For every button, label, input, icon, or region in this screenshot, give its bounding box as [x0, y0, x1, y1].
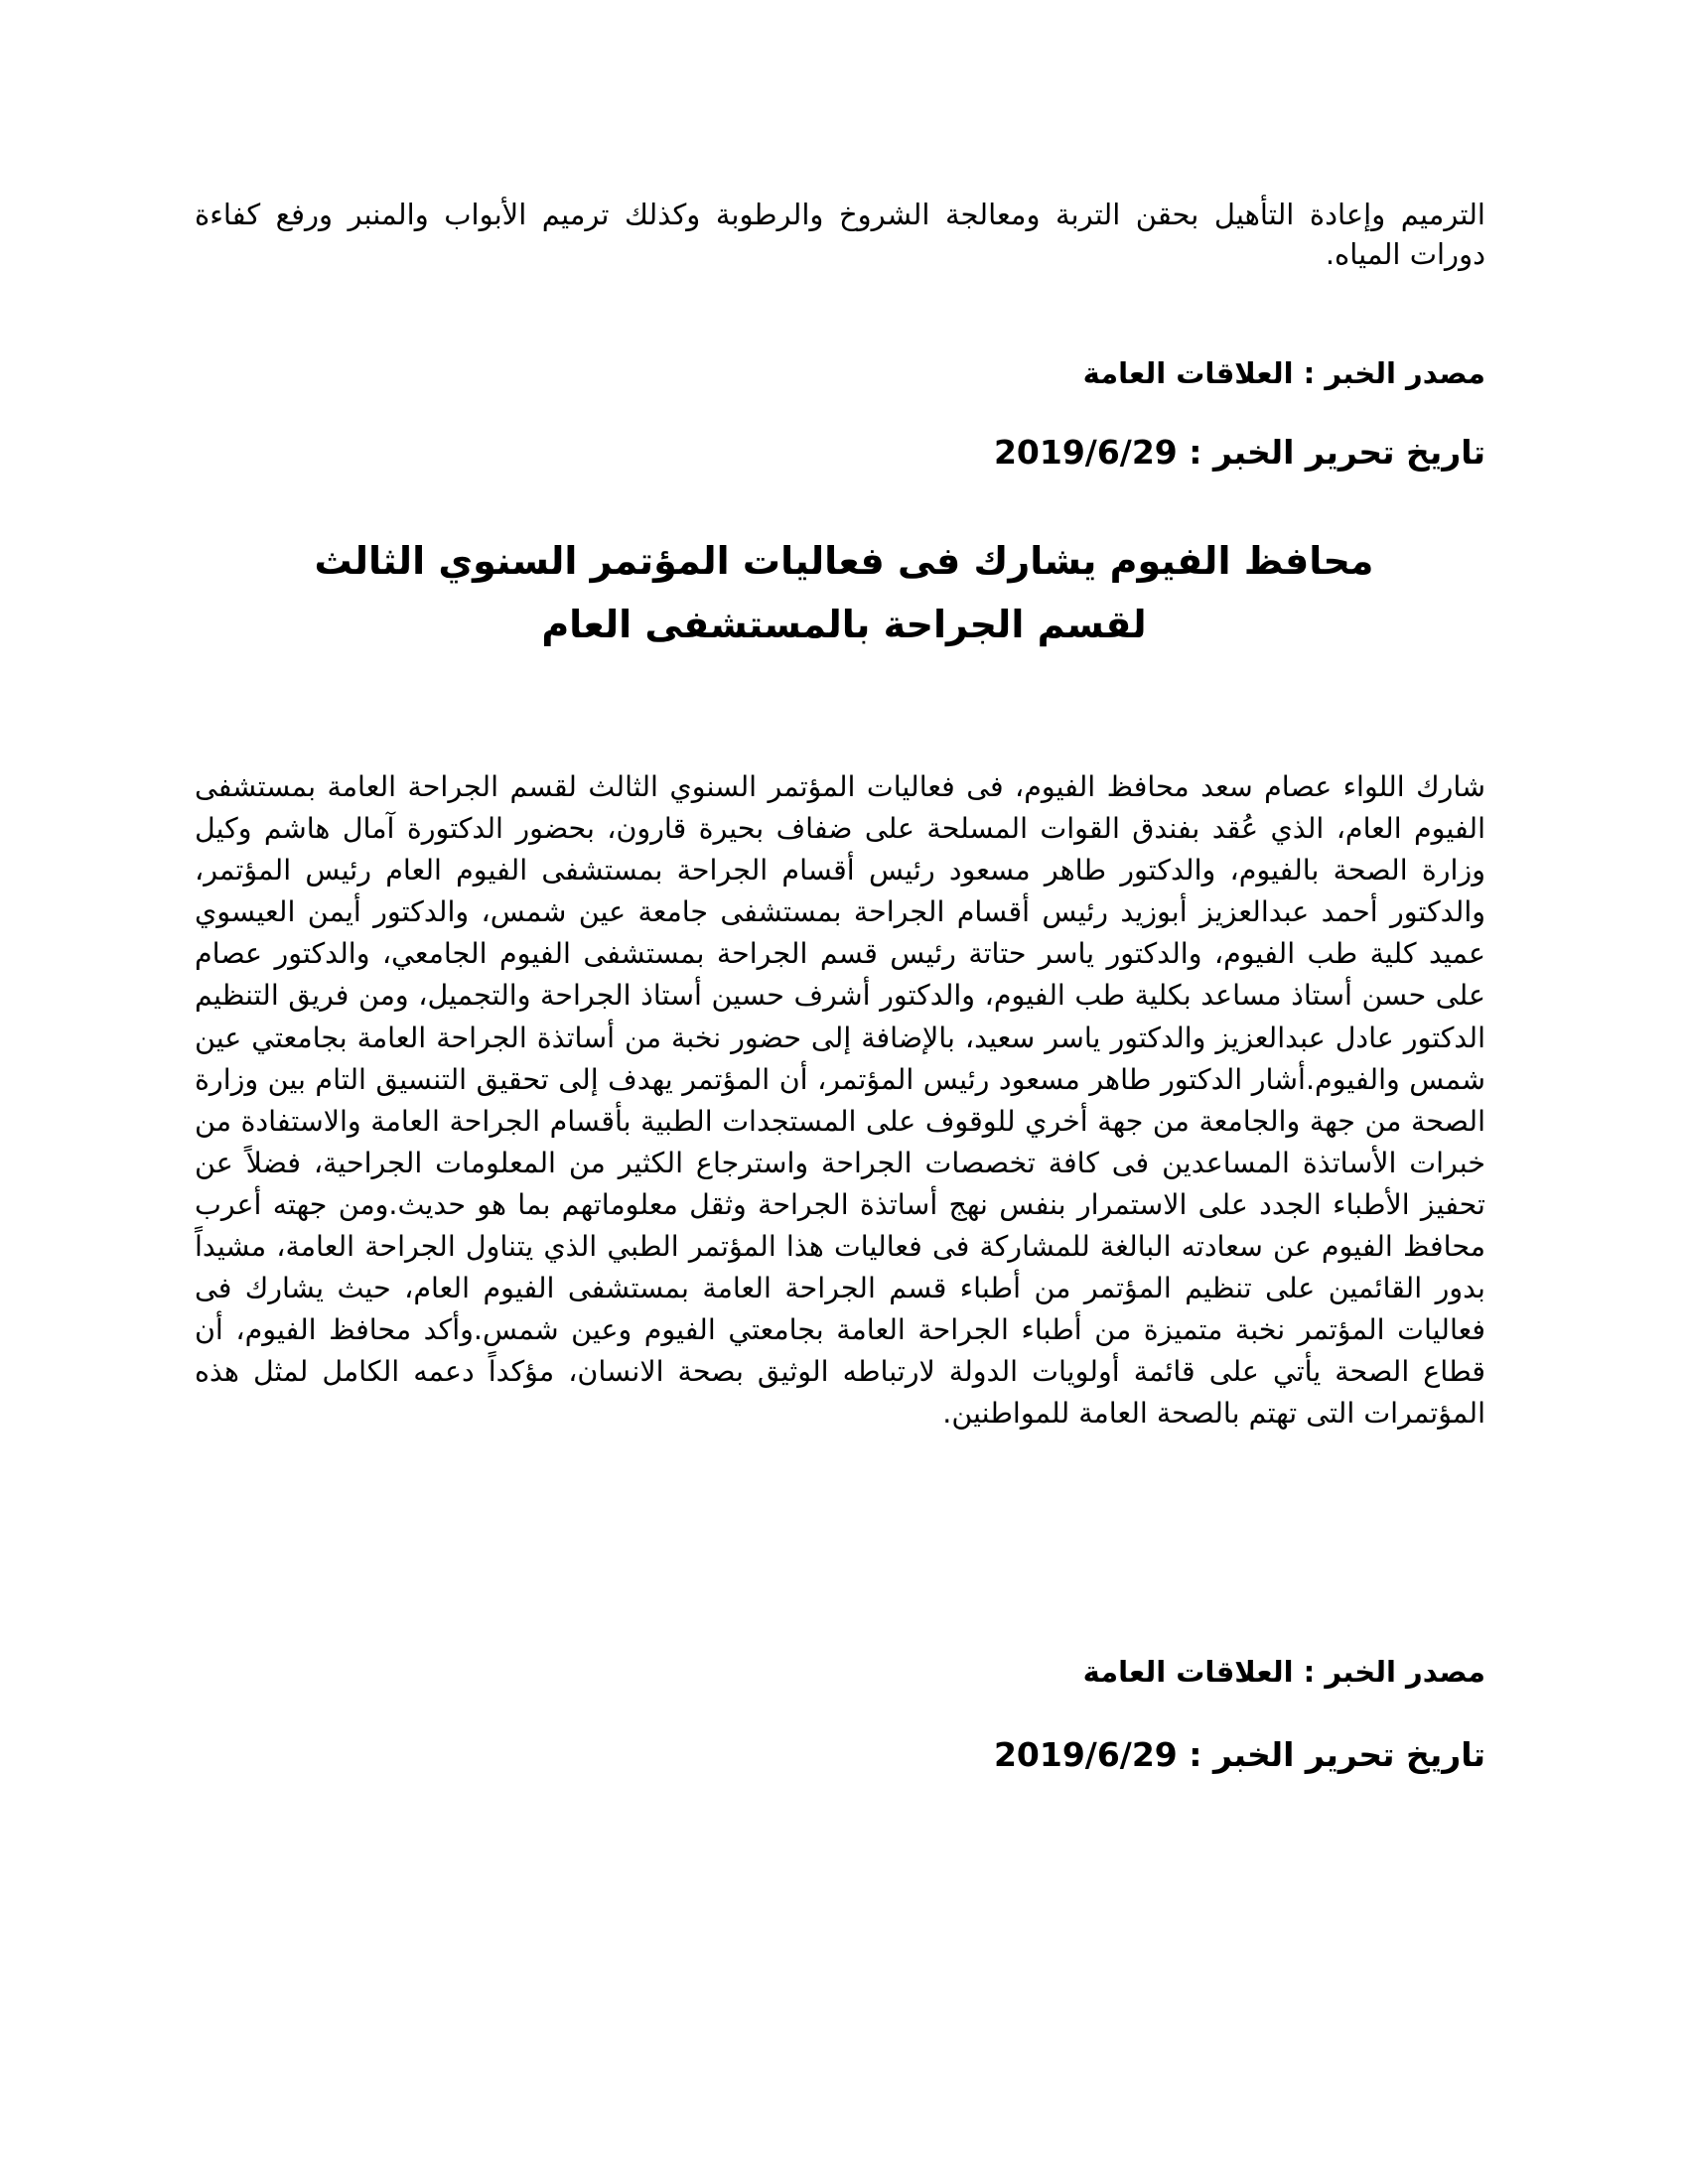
article-body: شارك اللواء عصام سعد محافظ الفيوم، فى فعاليات المؤتمر السنوي الثالث لقسم الجراحة العامة بمستشفى الفيوم العام، الذي عُقد بفندق القوات المسلحة على ضفاف بحيرة قارون، بحضور الدكتورة آمال هاشم وكيل وزارة الصحة بالفيوم، والدكتور طاهر مسعود رئيس أقسام الجراحة بمستشفى الفيوم العام رئيس المؤتمر، والدكتور أحمد عبدالعزيز أبوزيد رئيس أقسام الجراحة بمستشفى جامعة عين شمس، والدكتور أيمن العيسوي عميد كلية طب الفيوم، والدكتور ياسر حتاتة رئيس قسم الجراحة بمستشفى الفيوم الجامعي، والدكتور عصام على حسن أستاذ مساعد بكلية طب الفيوم، والدكتور أشرف حسين أستاذ الجراحة والتجميل، ومن فريق التنظيم الدكتور عادل عبدالعزيز والدكتور ياسر سعيد، بالإضافة إلى حضور نخبة من أساتذة الجراحة العامة بجامعتي عين شمس والفيوم.أشار الدكتور طاهر مسعود رئيس المؤتمر، أن المؤتمر يهدف إلى تحقيق التنسيق التام بين وزارة الصحة من جهة والجامعة من جهة أخري للوقوف على المستجدات الطبية بأقسام الجراحة العامة والاستفادة من خبرات الأساتذة المساعدين فى كافة تخصصات الجراحة واسترجاع الكثير من المعلومات الجراحية، فضلاً عن تحفيز الأطباء الجدد على الاستمرار بنفس نهج أساتذة الجراحة وثقل معلوماتهم بما هو حديث.ومن جهته أعرب محافظ الفيوم عن سعادته البالغة للمشاركة فى فعاليات هذا المؤتمر الطبي الذي يتناول الجراحة العامة، مشيداً بدور القائمين على تنظيم المؤتمر من أطباء قسم الجراحة العامة بمستشفى الفيوم العام، حيث يشارك فى فعاليات المؤتمر نخبة متميزة من أطباء الجراحة العامة بجامعتي الفيوم وعين شمس.وأكد محافظ الفيوم، أن قطاع الصحة يأتي على قائمة أولويات الدولة لارتباطه الوثيق بصحة الانسان، مؤكداً دعمه الكامل لمثل هذه المؤتمرات التى تهتم بالصحة العامة للمواطنين. [195, 770, 1485, 1431]
article-headline: محافظ الفيوم يشارك فى فعاليات المؤتمر السنوي الثالث لقسم الجراحة بالمستشفى العام [314, 539, 1374, 647]
news-source-bottom: مصدر الخبر : العلاقات العامة [1082, 1655, 1485, 1689]
intro-paragraph: الترميم وإعادة التأهيل بحقن التربة ومعالجة الشروخ والرطوبة وكذلك ترميم الأبواب والمنبر ورفع كفاءة دورات المياه. [195, 198, 1485, 271]
news-source-top: مصدر الخبر : العلاقات العامة [1082, 356, 1485, 390]
news-date-bottom: تاريخ تحرير الخبر : 2019/6/29 [993, 1735, 1485, 1774]
news-date-top: تاريخ تحرير الخبر : 2019/6/29 [993, 433, 1485, 472]
